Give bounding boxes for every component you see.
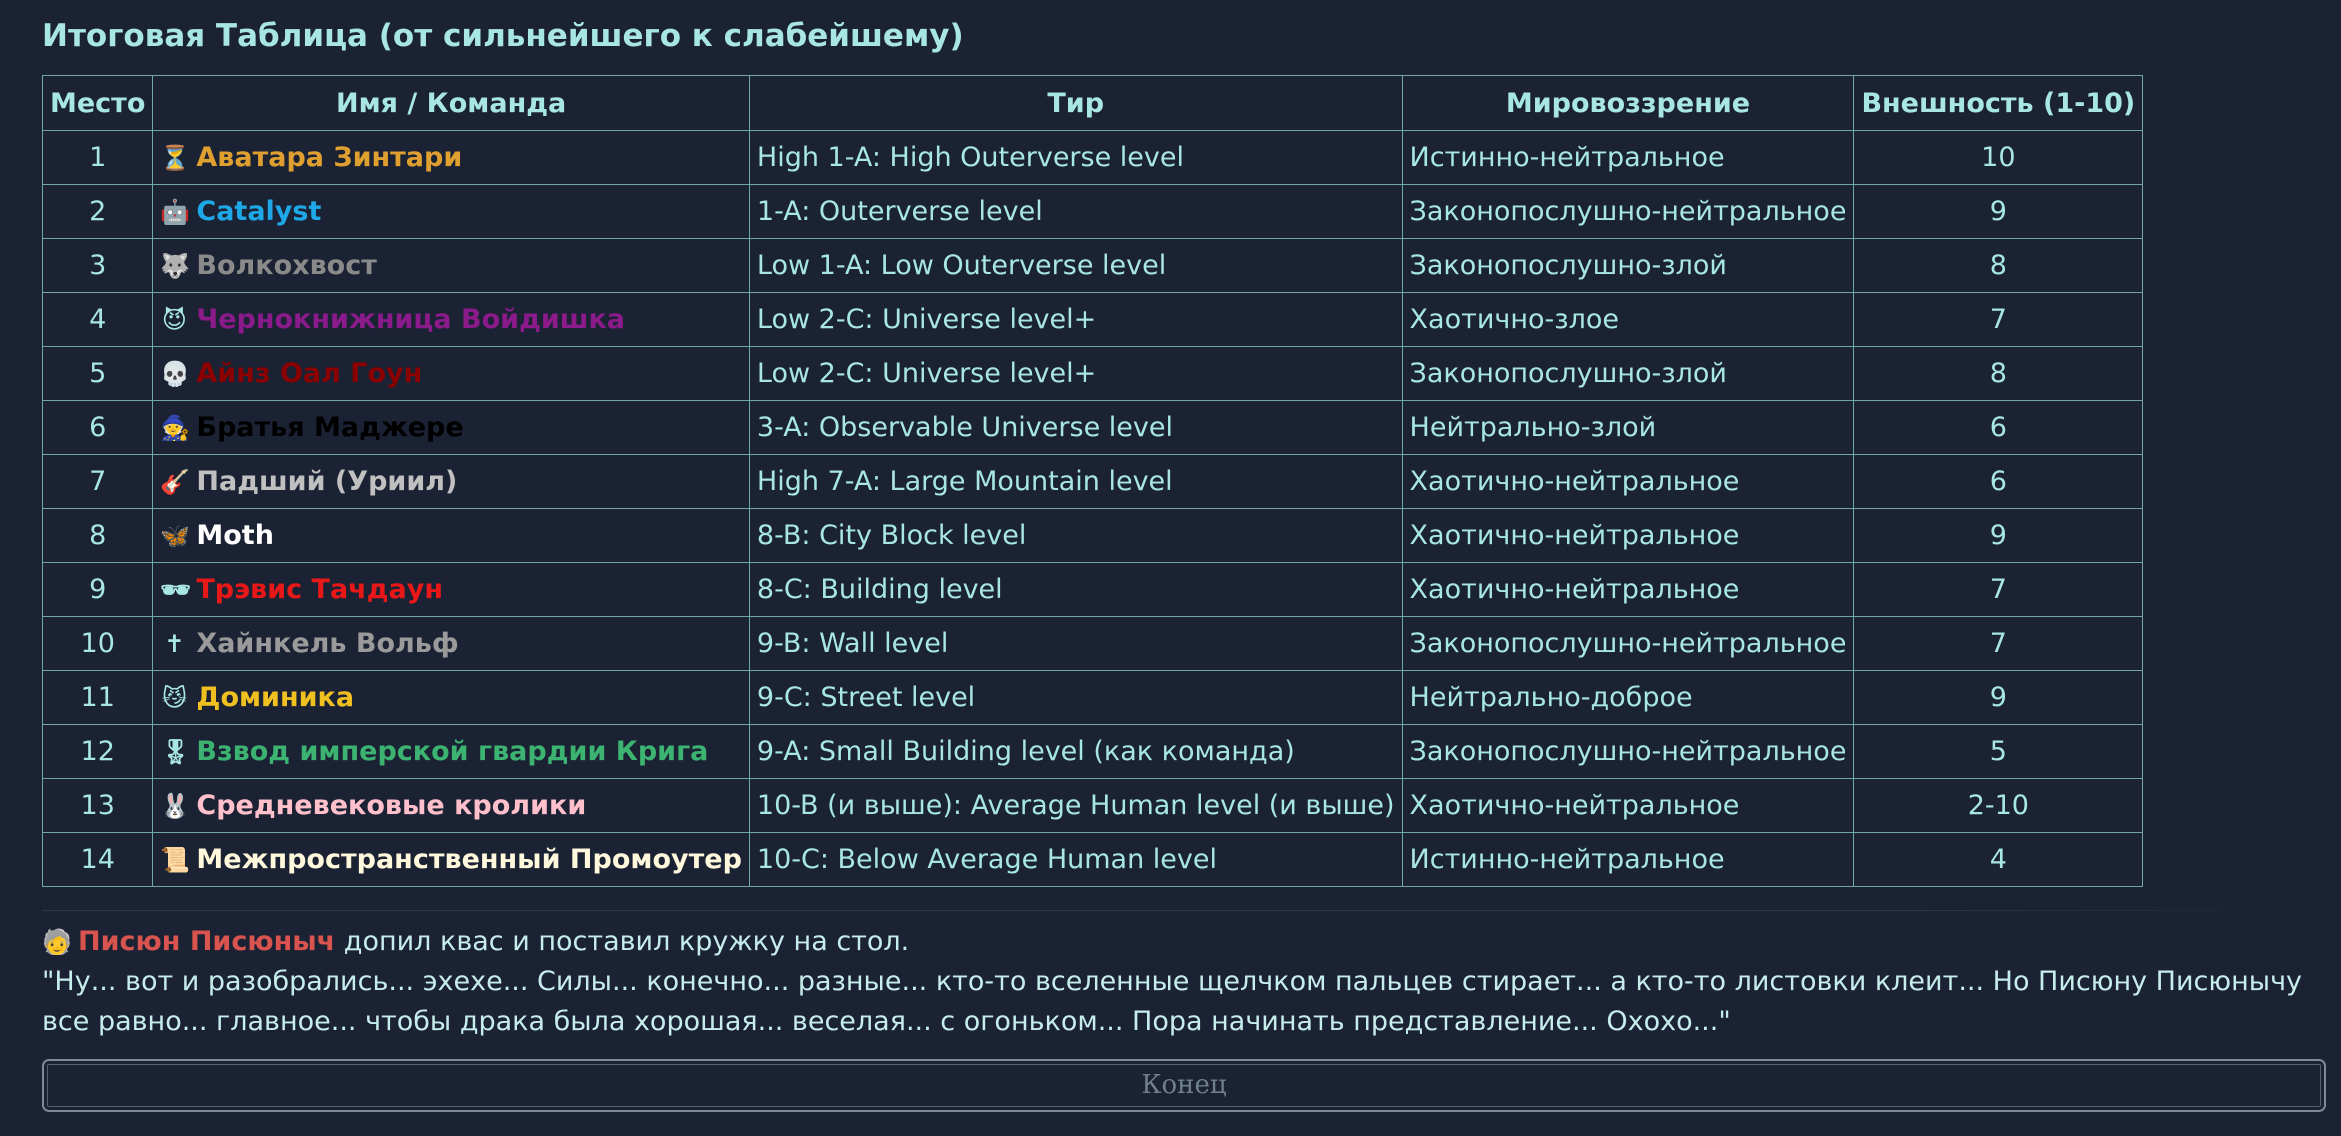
- header-name: Имя / Команда: [153, 76, 750, 131]
- row-place: 13: [43, 779, 153, 833]
- row-alignment: Истинно-нейтральное: [1402, 833, 1854, 887]
- row-place: 10: [43, 617, 153, 671]
- table-row: [43, 617, 2143, 671]
- row-alignment: Хаотично-злое: [1402, 293, 1854, 347]
- row-name-cell: [153, 779, 750, 833]
- table-row: [43, 293, 2143, 347]
- row-name-cell: [153, 833, 750, 887]
- row-looks: 5: [1854, 725, 2143, 779]
- table-row: [43, 671, 2143, 725]
- row-name: Падший (Уриил): [196, 466, 458, 497]
- row-name: Средневековые кролики: [196, 790, 587, 821]
- row-looks: 4: [1854, 833, 2143, 887]
- medal-icon: 🎖: [160, 738, 191, 766]
- devil-icon: 😈: [161, 306, 187, 334]
- row-looks: 8: [1854, 239, 2143, 293]
- row-looks: 7: [1854, 293, 2143, 347]
- table-header-row: [43, 76, 2143, 131]
- row-name-cell: [153, 293, 750, 347]
- table-row: [43, 185, 2143, 239]
- row-name: Аватара Зинтари: [196, 142, 463, 173]
- old-man-icon: 🧓: [42, 928, 72, 956]
- row-name: Хайнкель Вольф: [196, 628, 459, 659]
- row-looks: 8: [1854, 347, 2143, 401]
- row-looks: 9: [1854, 509, 2143, 563]
- rabbit-icon: 🐰: [160, 792, 191, 820]
- row-place: 3: [43, 239, 153, 293]
- row-looks: 9: [1854, 671, 2143, 725]
- row-name-cell: [153, 509, 750, 563]
- row-place: 2: [43, 185, 153, 239]
- row-name-cell: [153, 671, 750, 725]
- narration: [42, 922, 2312, 1042]
- row-place: 11: [43, 671, 153, 725]
- row-tier: 9-B: Wall level: [749, 617, 1402, 671]
- row-tier: 1-A: Outerverse level: [749, 185, 1402, 239]
- row-looks: 2-10: [1854, 779, 2143, 833]
- row-looks: 10: [1854, 131, 2143, 185]
- row-tier: 9-C: Street level: [749, 671, 1402, 725]
- row-place: 12: [43, 725, 153, 779]
- row-place: 5: [43, 347, 153, 401]
- row-alignment: Законопослушно-злой: [1402, 347, 1854, 401]
- row-place: 9: [43, 563, 153, 617]
- table-row: [43, 401, 2143, 455]
- row-name: Взвод имперской гвардии Крига: [196, 736, 709, 767]
- page-title: Итоговая Таблица (от сильнейшего к слабейшему): [42, 18, 964, 54]
- row-tier: Low 2-C: Universe level+: [749, 293, 1402, 347]
- row-name: Доминика: [196, 682, 355, 713]
- header-looks: Внешность (1-10): [1854, 76, 2143, 131]
- row-name: Moth: [196, 520, 274, 551]
- row-alignment: Законопослушно-нейтральное: [1402, 185, 1854, 239]
- skull-icon: 💀: [160, 360, 191, 388]
- header-alignment: Мировоззрение: [1402, 76, 1854, 131]
- ranking-table: [42, 75, 2143, 887]
- mage-icon: 🧙: [160, 414, 191, 442]
- row-name-cell: [153, 347, 750, 401]
- narration-action: допил квас и поставил кружку на стол.: [335, 926, 910, 957]
- row-name-cell: [153, 239, 750, 293]
- row-tier: 8-C: Building level: [749, 563, 1402, 617]
- row-tier: Low 1-A: Low Outerverse level: [749, 239, 1402, 293]
- table-row: [43, 131, 2143, 185]
- row-tier: 8-B: City Block level: [749, 509, 1402, 563]
- header-place: Место: [43, 76, 153, 131]
- row-tier: 9-A: Small Building level (как команда): [749, 725, 1402, 779]
- row-alignment: Законопослушно-нейтральное: [1402, 725, 1854, 779]
- divider: [42, 910, 2322, 911]
- hourglass-icon: ⏳: [160, 144, 191, 172]
- row-looks: 7: [1854, 563, 2143, 617]
- header-tier: Тир: [749, 76, 1402, 131]
- row-name: Чернокнижница Войдишка: [196, 304, 626, 335]
- narration-quote: "Ну... вот и разобрались... эхехе... Силы... конечно... разные... кто-то вселенные щелчком пальцев стирает... а кто-то листовки клеит... Но Писюну Писюнычу все равно... главное... чтобы драка была хорошая... веселая... с огоньком... Пора начинать представление... Охохо...": [42, 966, 2303, 1037]
- cat-icon: 😼: [161, 684, 187, 712]
- row-alignment: Хаотично-нейтральное: [1402, 509, 1854, 563]
- wolf-icon: 🐺: [160, 252, 191, 280]
- row-name: Catalyst: [196, 196, 322, 227]
- scroll-icon: 📜: [160, 846, 191, 874]
- table-row: [43, 239, 2143, 293]
- row-looks: 7: [1854, 617, 2143, 671]
- row-name-cell: [153, 725, 750, 779]
- row-name-cell: [153, 131, 750, 185]
- row-name-cell: [153, 563, 750, 617]
- table-row: [43, 455, 2143, 509]
- table-row: [43, 833, 2143, 887]
- row-tier: High 1-A: High Outerverse level: [749, 131, 1402, 185]
- table-row: [43, 509, 2143, 563]
- row-name: Трэвис Тачдаун: [196, 574, 444, 605]
- row-name-cell: [153, 455, 750, 509]
- row-alignment: Законопослушно-злой: [1402, 239, 1854, 293]
- row-alignment: Нейтрально-доброе: [1402, 671, 1854, 725]
- row-place: 14: [43, 833, 153, 887]
- row-place: 6: [43, 401, 153, 455]
- row-alignment: Хаотично-нейтральное: [1402, 455, 1854, 509]
- row-place: 1: [43, 131, 153, 185]
- row-looks: 6: [1854, 401, 2143, 455]
- row-name: Межпространственный Промоутер: [196, 844, 742, 875]
- table-row: [43, 725, 2143, 779]
- row-looks: 6: [1854, 455, 2143, 509]
- row-alignment: Хаотично-нейтральное: [1402, 563, 1854, 617]
- row-name: Айнз Оал Гоун: [196, 358, 423, 389]
- row-place: 7: [43, 455, 153, 509]
- table-row: [43, 347, 2143, 401]
- row-tier: Low 2-C: Universe level+: [749, 347, 1402, 401]
- row-tier: 3-A: Observable Universe level: [749, 401, 1402, 455]
- butterfly-icon: 🦋: [160, 522, 191, 550]
- table-row: [43, 779, 2143, 833]
- table-body: [43, 131, 2143, 887]
- row-name: Братья Маджере: [196, 412, 464, 443]
- sunglasses-icon: 🕶: [160, 576, 191, 604]
- row-alignment: Истинно-нейтральное: [1402, 131, 1854, 185]
- row-place: 8: [43, 509, 153, 563]
- table-row: [43, 563, 2143, 617]
- row-alignment: Законопослушно-нейтральное: [1402, 617, 1854, 671]
- cross-icon: ✝: [164, 630, 185, 658]
- robot-icon: 🤖: [160, 198, 191, 226]
- row-looks: 9: [1854, 185, 2143, 239]
- row-name-cell: [153, 617, 750, 671]
- row-alignment: Хаотично-нейтральное: [1402, 779, 1854, 833]
- speaker-name: Писюн Писюныч: [78, 926, 336, 957]
- row-name: Волкохвост: [196, 250, 377, 281]
- end-button[interactable]: Конец: [42, 1059, 2326, 1112]
- row-place: 4: [43, 293, 153, 347]
- row-alignment: Нейтрально-злой: [1402, 401, 1854, 455]
- row-tier: 10-C: Below Average Human level: [749, 833, 1402, 887]
- guitar-icon: 🎸: [160, 468, 191, 496]
- row-tier: 10-B (и выше): Average Human level (и выше): [749, 779, 1402, 833]
- row-name-cell: [153, 401, 750, 455]
- row-name-cell: [153, 185, 750, 239]
- row-tier: High 7-A: Large Mountain level: [749, 455, 1402, 509]
